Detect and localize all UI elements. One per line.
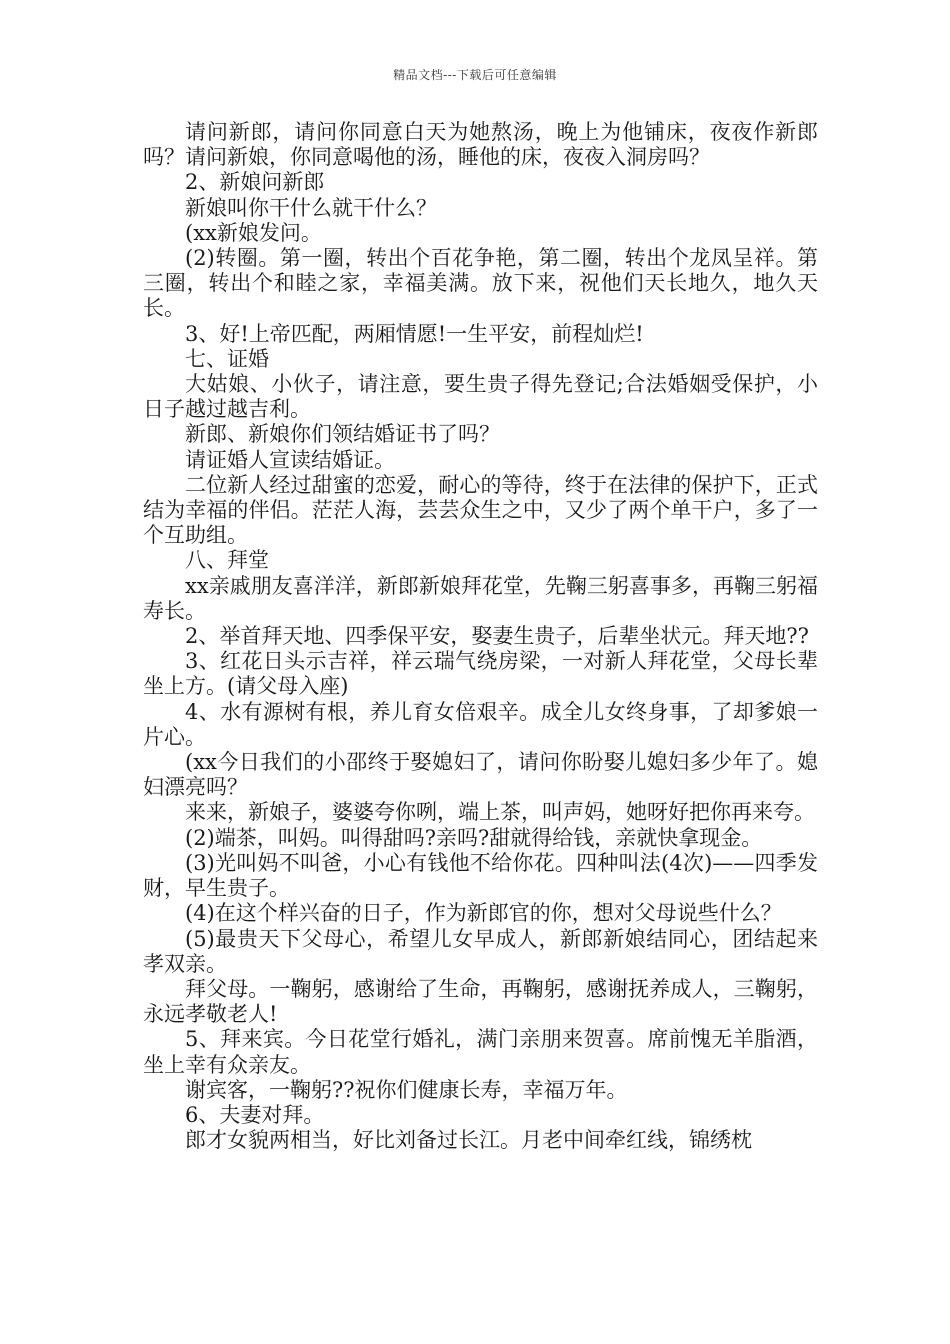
- paragraph: (3)光叫妈不叫爸，小心有钱他不给你花。四种叫法(4次)——四季发财，早生贵子。: [143, 850, 818, 901]
- paragraph: 请证婚人宣读结婚证。: [185, 447, 395, 472]
- paragraph: 拜父母。一鞠躬，感谢给了生命，再鞠躬，感谢抚养成人，三鞠躬，永远孝敬老人!: [143, 976, 818, 1027]
- paragraph: 3、红花日头示吉祥，祥云瑞气绕房梁，一对新人拜花堂，父母长辈坐上方。(请父母入座): [143, 649, 818, 699]
- paragraph: 新娘叫你干什么就干什么？: [185, 195, 437, 220]
- section-heading: 七、证婚: [185, 346, 269, 371]
- paragraph: 2、举首拜天地、四季保平安，娶妻生贵子，后辈坐状元。拜天地??: [185, 624, 809, 649]
- document-body: [143, 120, 818, 1153]
- paragraph: 请问新郎，请问你同意白天为她熬汤，晚上为他铺床，夜夜作新郎吗？请问新娘，你同意喝他的汤，睡他的床，夜夜入洞房吗？: [143, 120, 818, 170]
- section-heading: 八、拜堂: [185, 548, 269, 573]
- paragraph: 5、拜来宾。今日花堂行婚礼，满门亲朋来贺喜。席前愧无羊脂酒，坐上幸有众亲友。: [143, 1027, 818, 1077]
- paragraph: 来来，新娘子，婆婆夸你咧，端上茶，叫声妈，她呀好把你再来夸。: [185, 800, 815, 825]
- paragraph: 二位新人经过甜蜜的恋爱，耐心的等待，终于在法律的保护下，正式结为幸福的伴侣。茫茫人海，芸芸众生之中，又少了两个单干户，多了一个互助组。: [143, 472, 818, 548]
- paragraph: (xx新娘发问。: [185, 220, 322, 245]
- paragraph: 2、新娘问新郎: [185, 170, 325, 195]
- paragraph: 3、好!上帝匹配，两厢情愿!一生平安，前程灿烂!: [185, 321, 644, 346]
- paragraph: (xx今日我们的小邵终于娶媳妇了，请问你盼娶儿媳妇多少年了。媳妇漂亮吗？: [143, 750, 818, 800]
- paragraph: (4)在这个样兴奋的日子，作为新郎官的你，想对父母说些什么？: [185, 901, 782, 926]
- paragraph: 大姑娘、小伙子，请注意，要生贵子得先登记;合法婚姻受保护，小日子越过越吉利。: [143, 372, 818, 422]
- paragraph: 郎才女貌两相当，好比刘备过长江。月老中间牵红线，锦绣枕: [185, 1128, 752, 1153]
- paragraph: 4、水有源树有根，养儿育女倍艰辛。成全儿女终身事，了却爹娘一片心。: [143, 699, 818, 749]
- paragraph: 6、夫妻对拜。: [185, 1102, 325, 1127]
- page-header: 精品文档---下载后可任意编辑: [393, 68, 557, 82]
- paragraph: (5)最贵天下父母心，希望儿女早成人，新郎新娘结同心，团结起来孝双亲。: [143, 926, 818, 976]
- paragraph: (2)转圈。第一圈，转出个百花争艳，第二圈，转出个龙凤呈祥。第三圈，转出个和睦之家，幸福美满。放下来，祝他们天长地久，地久天长。: [143, 246, 818, 321]
- paragraph: xx亲戚朋友喜洋洋，新郎新娘拜花堂，先鞠三躬喜事多，再鞠三躬福寿长。: [143, 573, 818, 623]
- paragraph: 谢宾客，一鞠躬??祝你们健康长寿，幸福万年。: [185, 1077, 628, 1102]
- paragraph: (2)端茶，叫妈。叫得甜吗?亲吗?甜就得给钱，亲就快拿现金。: [185, 825, 763, 850]
- paragraph: 新郎、新娘你们领结婚证书了吗？: [185, 422, 500, 447]
